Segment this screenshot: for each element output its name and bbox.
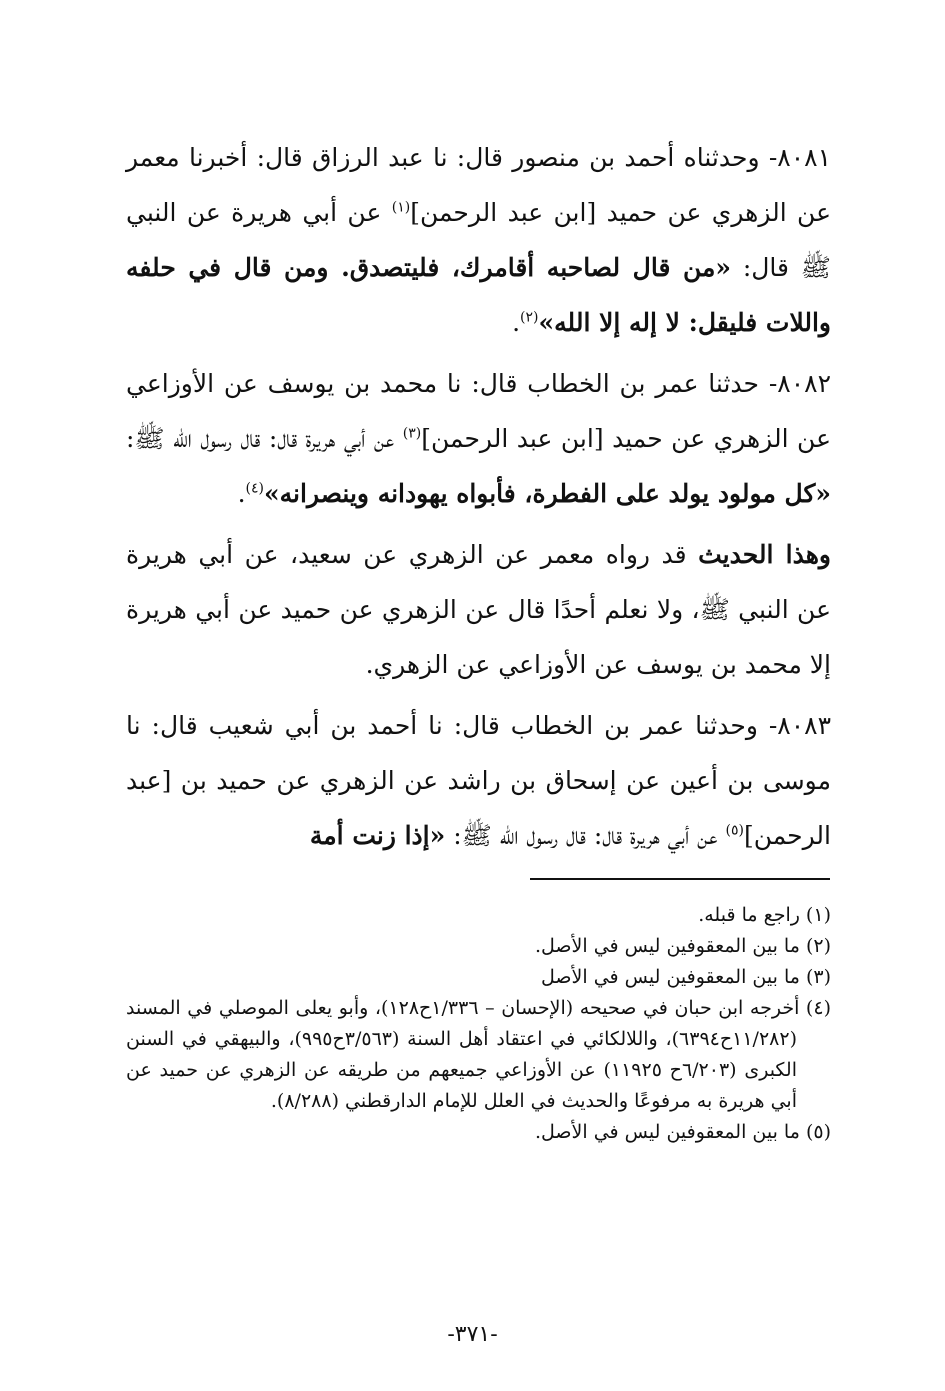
paragraph-text: ٨٠٨٢- حدثنا عمر بن الخطاب قال: نا محمد بن يوسف عن الأوزاعي عن الزهري عن حميد [ابن عبد الرحمن] — [126, 369, 831, 453]
paragraph-end: . — [237, 479, 246, 508]
footnote-separator — [530, 878, 830, 880]
footnote-ref: (٢) — [520, 309, 539, 326]
paragraph-end: . — [512, 308, 521, 337]
paragraph-text: قد رواه معمر عن الزهري عن سعيد، عن أبي هريرة عن النبي ﷺ، ولا نعلم أحدًا قال عن الزهري عن حميد عن أبي هريرة إلا محمد بن يوسف عن الأوزاعي عن الزهري. — [126, 540, 831, 679]
commentary — [126, 527, 831, 692]
hadith-8083 — [126, 698, 831, 863]
footnote-ref: (٣) — [402, 425, 422, 442]
hadith-matn: «كل مولود يولد على الفطرة، فأبواه يهودانه وينصرانه» — [264, 479, 831, 508]
paragraph-text: عن أبي هريرة عن النبي ﷺ قال: — [126, 198, 832, 282]
paragraph-text: ٨٠٨١- وحدثناه أحمد بن منصور قال: نا عبد الرزاق قال: أخبرنا معمر عن الزهري عن حميد [ابن عبد الرحمن] — [126, 143, 831, 227]
paragraph-text: عن أبي هريرة قال: قال رسول الله ﷺ: — [126, 424, 403, 453]
paragraph-text: ٨٠٨٣- وحدثنا عمر بن الخطاب قال: نا أحمد بن أبي شعيب قال: نا موسى بن أعين عن إسحاق بن راشد عن الزهري عن حميد بن [عبد الرحمن] — [126, 711, 831, 850]
footnotes — [126, 900, 831, 1148]
footnote-ref: (٤) — [245, 480, 265, 497]
paragraph-text: عن أبي هريرة قال: قال رسول الله ﷺ: — [445, 821, 726, 850]
hadith-8082 — [126, 356, 831, 521]
main-text — [126, 130, 831, 869]
footnote-ref: (٥) — [725, 822, 744, 839]
hadith-matn: «إذا زنت أمة — [309, 821, 446, 850]
commentary-heading: وهذا الحديث — [698, 540, 831, 569]
hadith-matn: «من قال لصاحبه أقامرك، فليتصدق. ومن قال في حلفه واللات فليقل: لا إله إلا الله» — [126, 253, 831, 337]
hadith-8081 — [126, 130, 831, 350]
footnote-2: (٢) ما بين المعقوفين ليس في الأصل. — [534, 935, 831, 957]
footnote-3: (٣) ما بين المعقوفين ليس في الأصل — [541, 966, 831, 988]
footnote-4: (٤) أخرجه ابن حبان في صحيحه (الإحسان – ١/٣٣٦ح١٢٨)، وأبو يعلى الموصلي في المسند (١١/٢٨٢ح٦٣٩٤)، واللالكائي في اعتقاد أهل السنة (٣/٥٦٣ح٩٩٥)، والبيهقي في السنن الكبرى (٦/٢٠٣ح ١١٩٢٥) عن الأوزاعي جميعهم من طريقه عن الزهري عن حميد عن أبي هريرة به مرفوعًا والحديث في العلل للإمام الدارقطني (٨/٢٨٨). — [126, 997, 831, 1112]
footnote-5: (٥) ما بين المعقوفين ليس في الأصل. — [534, 1121, 831, 1143]
footnote-1: (١) راجع ما قبله. — [698, 904, 831, 926]
footnote-ref: (١) — [391, 199, 411, 216]
page-number: -٣٧١- — [447, 1322, 498, 1347]
